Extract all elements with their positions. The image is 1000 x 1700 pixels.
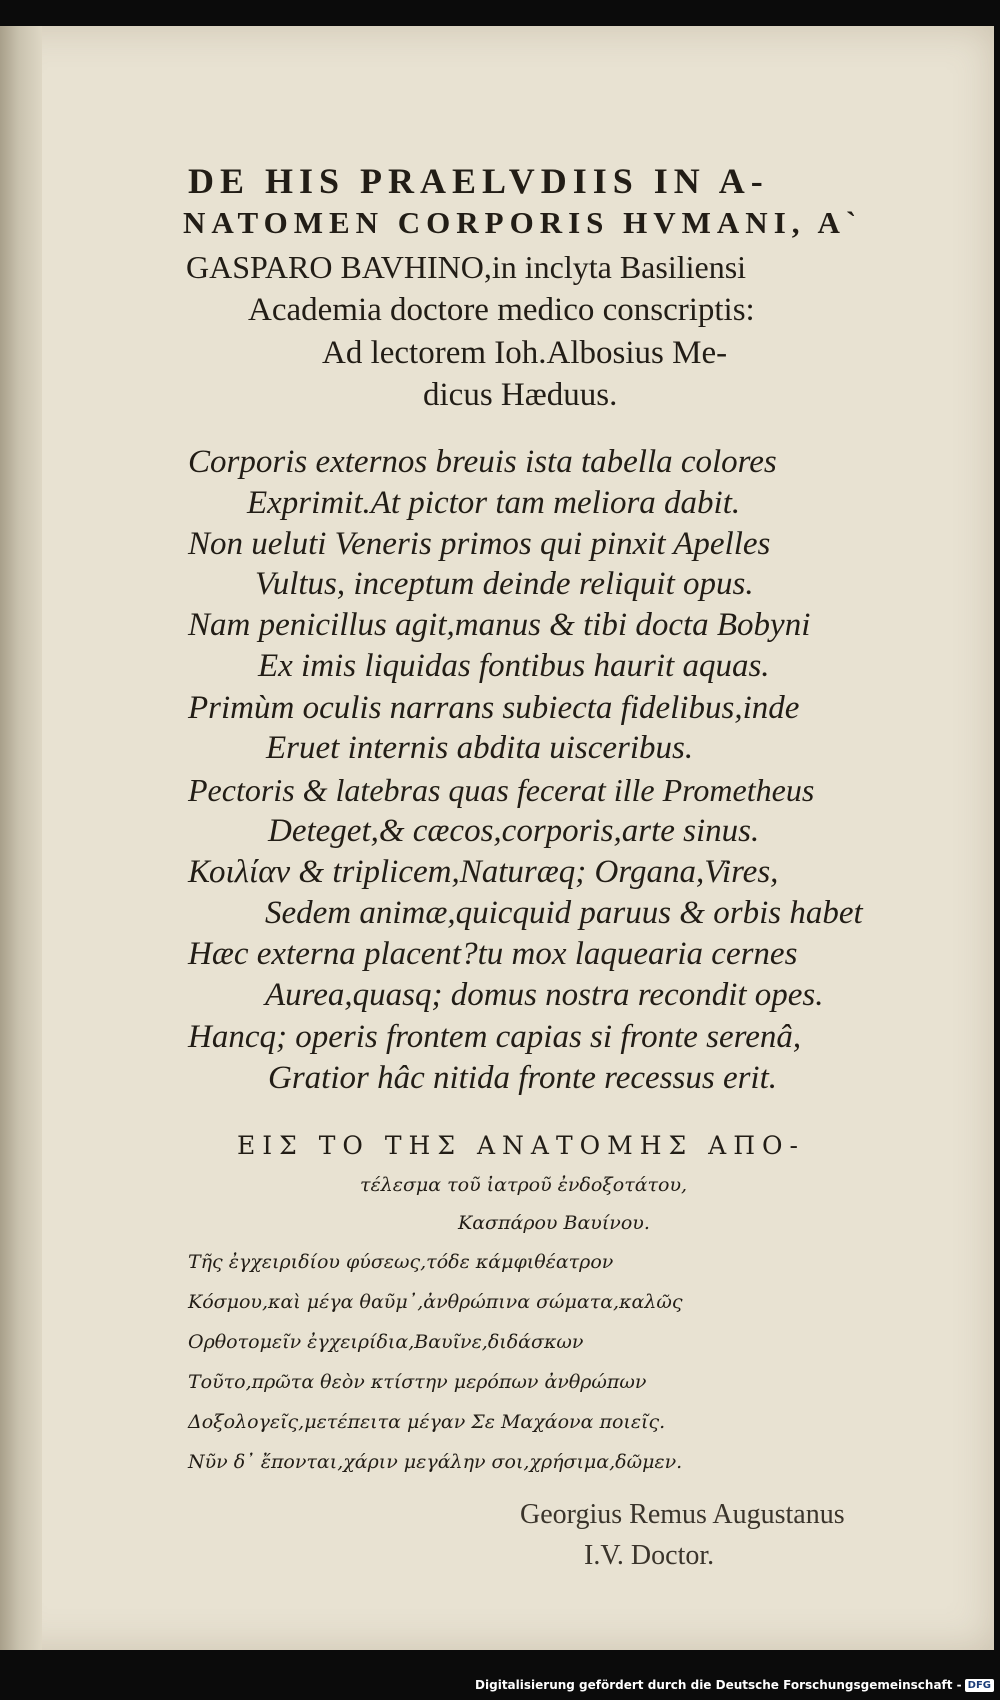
digitization-credit — [475, 1678, 994, 1692]
dfg-logo: DFG — [965, 1679, 994, 1692]
title-line-6: dicus Hæduus. — [423, 377, 618, 413]
greek-line-4: Τοῦτο,πρῶτα θεὸν κτίστην μερόπων ἀνθρώπων — [188, 1371, 647, 1393]
page-gutter — [0, 26, 42, 1650]
verse-line-15: Hancq; operis frontem capias si fronte serenâ, — [188, 1019, 802, 1055]
greek-heading-line-1: ΕΙΣ ΤΟ ΤΗΣ ΑΝΑΤΟΜΗΣ ΑΠΟ- — [237, 1131, 805, 1160]
verse-line-7: Primùm oculis narrans subiecta fidelibus,inde — [188, 690, 800, 726]
title-line-1: DE HIS PRAELVDIIS IN A- — [188, 161, 769, 201]
verse-line-2: Exprimit.At pictor tam meliora dabit. — [247, 485, 741, 521]
greek-line-5: Δοξολογεῖς,μετέπειτα μέγαν Σε Μαχάονα ποιεῖς. — [188, 1411, 666, 1433]
title-line-3: GASPARO BAVHINO,in inclyta Basiliensi — [186, 249, 747, 285]
credit-text: Digitalisierung gefördert durch die Deutsche Forschungsgemeinschaft - — [475, 1678, 962, 1692]
title-line-2: NATOMEN CORPORIS HVMANI, A` — [183, 205, 863, 240]
verse-line-14: Aurea,quasq; domus nostra recondit opes. — [265, 977, 824, 1013]
greek-heading-line-2: τέλεσμα τοῦ ἰατροῦ ἐνδοξοτάτου, — [360, 1174, 688, 1196]
signature-title: I.V. Doctor. — [584, 1540, 715, 1571]
greek-heading-line-3: Κασπάρου Βαυίνου. — [458, 1212, 650, 1234]
verse-line-11: Κοιλίαν & triplicem,Naturæq; Organa,Vires, — [188, 854, 779, 890]
verse-line-13: Hæc externa placent?tu mox laquearia cernes — [188, 936, 798, 972]
verse-line-16: Gratior hâc nitida fronte recessus erit. — [268, 1060, 778, 1096]
book-page — [0, 26, 994, 1650]
verse-line-10: Deteget,& cæcos,corporis,arte sinus. — [268, 813, 760, 849]
verse-line-8: Eruet internis abdita uisceribus. — [266, 730, 694, 766]
greek-line-1: Τῆς ἐγχειριδίου φύσεως,τόδε κάμφιθέατρον — [188, 1251, 614, 1273]
verse-line-3: Non ueluti Veneris primos qui pinxit Apelles — [188, 526, 771, 562]
verse-line-4: Vultus, inceptum deinde reliquit opus. — [255, 566, 754, 602]
verse-line-6: Ex imis liquidas fontibus haurit aquas. — [258, 648, 770, 684]
greek-line-2: Κόσμου,καὶ μέγα θαῦμ᾽,ἀνθρώπινα σώματα,καλῶς — [188, 1291, 683, 1313]
verse-line-9: Pectoris & latebras quas fecerat ille Prometheus — [188, 772, 815, 808]
greek-line-3: Ορθοτομεῖν ἐγχειρίδια,Βαυῖνε,διδάσκων — [188, 1331, 584, 1353]
title-line-4: Academia doctore medico conscriptis: — [248, 292, 755, 328]
title-line-5: Ad lectorem Ioh.Albosius Me- — [322, 335, 728, 371]
greek-line-6: Νῦν δ᾽ ἔπονται,χάριν μεγάλην σοι,χρήσιμα,δῶμεν. — [188, 1451, 683, 1473]
verse-line-5: Nam penicillus agit,manus & tibi docta Bobyni — [188, 607, 811, 643]
signature-name: Georgius Remus Augustanus — [520, 1499, 845, 1530]
verse-line-1: Corporis externos breuis ista tabella colores — [188, 444, 777, 480]
verse-line-12: Sedem animæ,quicquid paruus & orbis habet — [265, 895, 863, 931]
